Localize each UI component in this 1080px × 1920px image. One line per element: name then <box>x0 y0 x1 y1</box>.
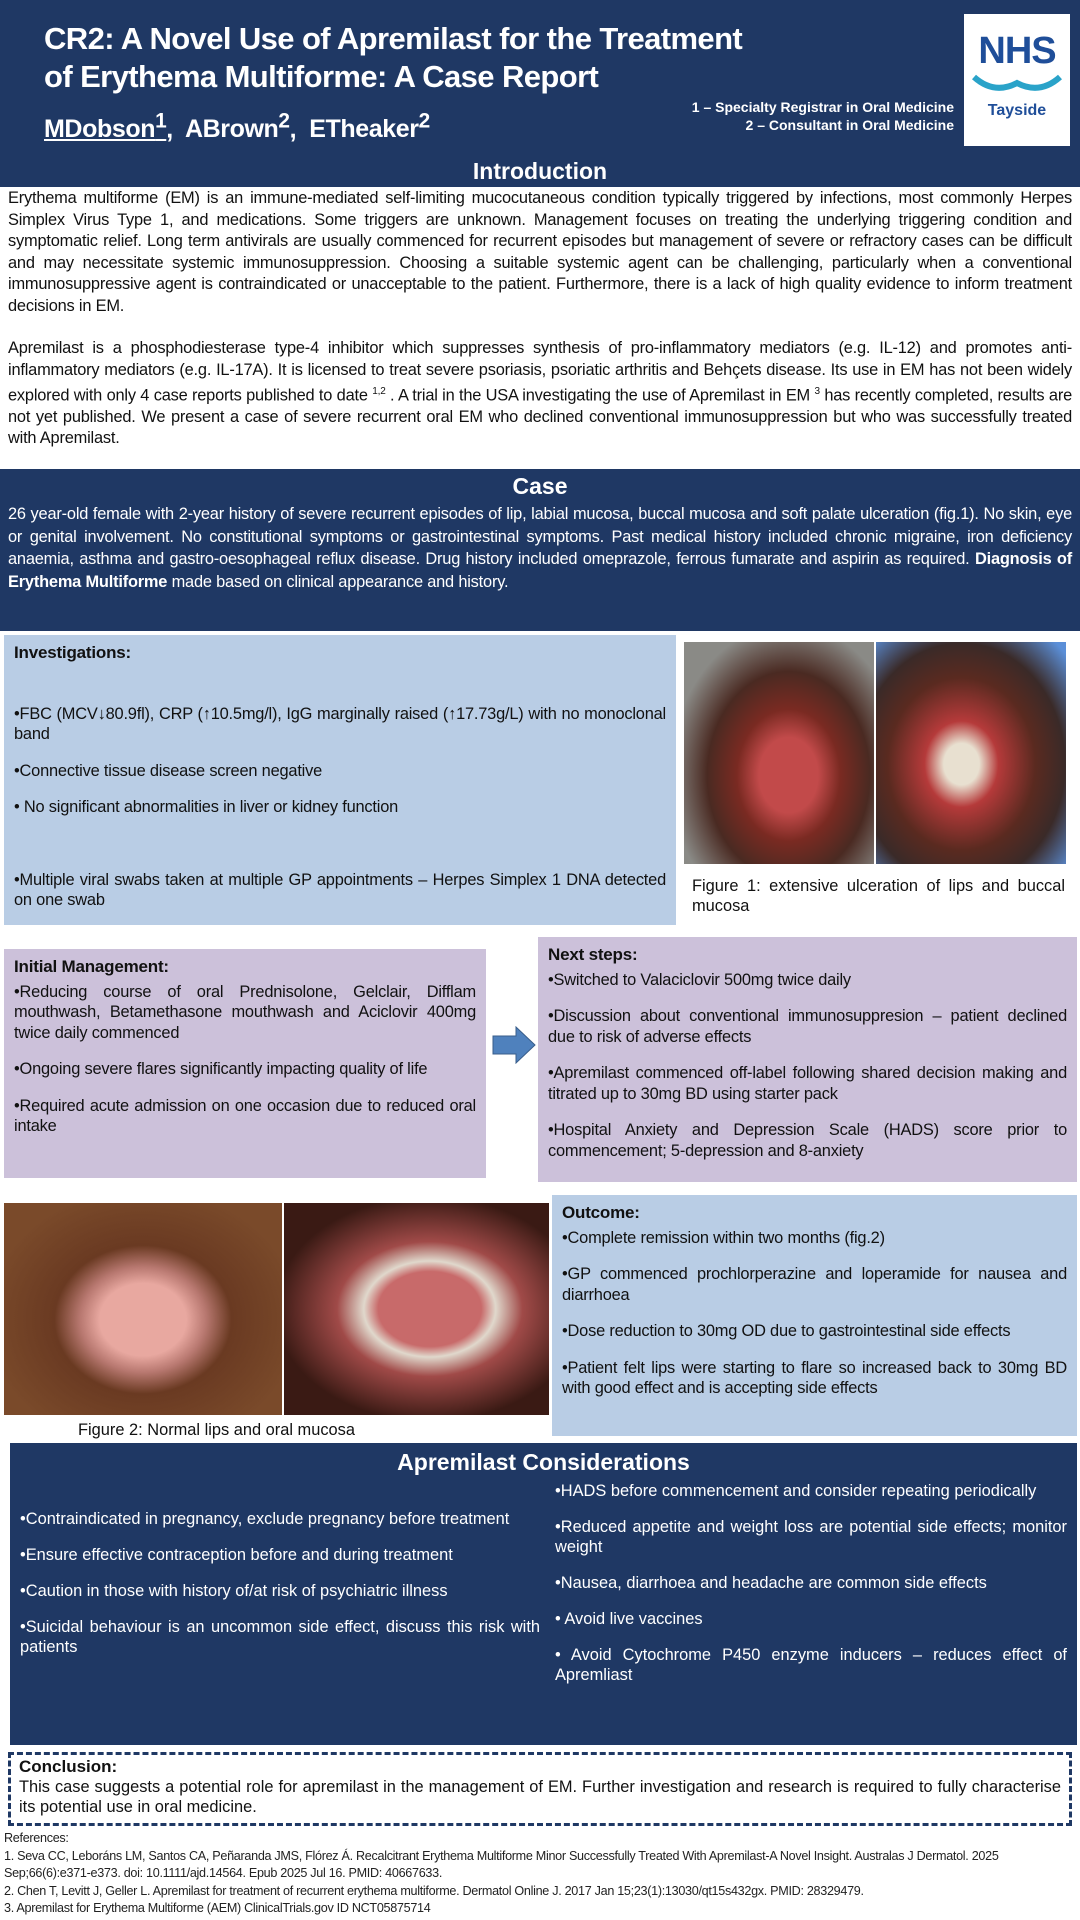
considerations-right-list <box>555 1481 1067 1701</box>
investigations-box <box>4 635 676 925</box>
logo-tayside-text: Tayside <box>987 102 1047 119</box>
author-2: ABrown$^2$ <box>184 110 290 144</box>
initial-management-heading: Initial Management: <box>14 957 169 976</box>
figure-2-caption: Figure 2: Normal lips and oral mucosa <box>78 1421 355 1439</box>
list-item: •Apremilast commenced off-label following shared decision making and titrated up to 30mg BD using starter pack <box>548 1064 1067 1103</box>
photo-normal-lips <box>4 1203 282 1415</box>
case-section <box>0 469 1080 631</box>
photo-normal-oral-mucosa <box>284 1203 549 1415</box>
photo-ulcerated-lips-left <box>684 642 874 864</box>
investigations-heading: Investigations: <box>14 643 131 662</box>
list-item: •Switched to Valaciclovir 500mg twice daily <box>548 970 851 989</box>
outcome-heading: Outcome: <box>562 1203 640 1222</box>
next-steps-box <box>538 937 1077 1182</box>
conclusion-box <box>8 1752 1072 1826</box>
affiliations <box>692 98 954 134</box>
list-item: •GP commenced prochlorperazine and loperamide for nausea and diarrhoea <box>562 1265 1067 1304</box>
reference-item: 1. Seva CC, Leboráns LM, Santos CA, Peñaranda JMS, Flórez Á. Recalcitrant Erythema Multiforme Minor Successfully Treated With Apremilast-A Novel Insight. Australas J Dermatol. 2025 Sep;66(6):e371-e373. doi: 10.1111/ajd.14564. Epub 2025 Jul 16. PMID: 40667633. <box>4 1848 999 1880</box>
list-item: • Avoid live vaccines <box>555 1610 703 1628</box>
figure-2-photo <box>4 1203 549 1415</box>
references-heading: References: <box>4 1831 69 1845</box>
list-item: •Hospital Anxiety and Depression Scale (HADS) score prior to commencement; 5-depression and 8-anxiety <box>548 1121 1067 1160</box>
figure-1-photo <box>684 642 1066 864</box>
list-item: •FBC (MCV↓80.9fl), CRP (↑10.5mg/l), IgG marginally raised (↑17.73g/L) with no monoclonal band <box>14 704 666 743</box>
title-line-2: of Erythema Multiforme: A Case Report <box>44 59 599 94</box>
wave-icon <box>972 73 1062 95</box>
list-item: •Required acute admission on one occasion due to reduced oral intake <box>14 1096 476 1135</box>
reference-item: 3. Apremilast for Erythema Multiforme (AEM) ClinicalTrials.gov ID NCT05875714 <box>4 1901 431 1915</box>
list-item: •Contraindicated in pregnancy, exclude pregnancy before treatment <box>20 1510 510 1528</box>
conclusion-text: This case suggests a potential role for apremilast in the management of EM. Further investigation and research is required to fully characterise its potential use in oral medicine. <box>19 1778 1061 1816</box>
next-steps-heading: Next steps: <box>548 945 638 964</box>
references <box>4 1830 1080 1918</box>
affiliation-2: 2 – Consultant in Oral Medicine <box>745 117 954 133</box>
author-3: ETheaker$^2$ <box>309 110 430 144</box>
list-item: •Discussion about conventional immunosuppresion – patient declined due to risk of adverse effects <box>548 1007 1067 1046</box>
considerations-heading: Apremilast Considerations <box>397 1449 690 1475</box>
list-item: •Connective tissue disease screen negative <box>14 761 323 780</box>
list-item: •Dose reduction to 30mg OD due to gastrointestinal side effects <box>562 1322 1011 1340</box>
list-item: •Multiple viral swabs taken at multiple GP appointments – Herpes Simplex 1 DNA detected on one swab <box>14 870 666 909</box>
photo-ulcerated-lips-right <box>876 642 1066 864</box>
poster-title <box>44 20 742 96</box>
arrow-right-icon <box>492 1026 536 1064</box>
logo-nhs-text: NHS <box>978 30 1056 72</box>
outcome-box <box>552 1195 1077 1436</box>
considerations-left-list <box>20 1509 540 1673</box>
list-item: •HADS before commencement and consider repeating periodically <box>555 1482 1037 1500</box>
title-line-1: CR2: A Novel Use of Apremilast for the Treatment <box>44 21 743 56</box>
list-item: • Avoid Cytochrome P450 enzyme inducers – reduces effect of Apremliast <box>555 1646 1067 1684</box>
list-item: •Reduced appetite and weight loss are potential side effects; monitor weight <box>555 1518 1067 1556</box>
conclusion-heading: Conclusion: <box>19 1757 118 1776</box>
list-item: • No significant abnormalities in liver or kidney function <box>14 798 399 816</box>
case-heading: Case <box>512 473 568 499</box>
author-1: MDobson$^1$ <box>44 110 167 144</box>
nhs-tayside-logo <box>964 14 1070 146</box>
intro-paragraph-2: Apremilast is a phosphodiesterase type-4 inhibitor which suppresses synthesis of pro-inflammatory mediators (e.g. IL-12) and promotes anti-inflammatory mediators (e.g. IL-17A). It is licensed to treat severe psoriasis, psoriatic arthritis and Behçets disease. Its use in EM has not been widely explored with only 4 case reports published to date $^{1,2}$ . A trial in the USA investigating the use of Apremilast in EM $^3$ has recently completed, results are not yet published. We present a case of severe recurrent oral EM who declined conventional immunosuppression but who was successfully treated with Apremilast. <box>8 339 1072 448</box>
intro-paragraph-1: Erythema multiforme (EM) is an immune-mediated self-limiting mucocutaneous condition typically triggered by infections, most commonly Herpes Simplex Virus Type 1, and medications. Some triggers are unknown. Management focuses on treating the underlying triggering condition and symptomatic relief. Long term antivirals are usually commenced for recurrent episodes but management of severe or refractory cases can be difficult and may necessitate systemic immunosuppression. Choosing a suitable systemic agent can be challenging, particularly when a conventional immunosuppressive agent is contraindicated or unacceptable to the patient. Furthermore, there is a lack of high quality evidence to inform treatment decisions in EM. <box>8 189 1072 315</box>
authors: MDobson$^1$, ABrown$^2$, ETheaker$^2$ <box>44 110 430 144</box>
affiliation-1: 1 – Specialty Registrar in Oral Medicine <box>691 99 954 115</box>
list-item: •Nausea, diarrhoea and headache are common side effects <box>555 1574 987 1592</box>
list-item: •Ensure effective contraception before and during treatment <box>20 1546 453 1564</box>
list-item: •Ongoing severe flares significantly impacting quality of life <box>14 1060 428 1078</box>
figure-1-caption: Figure 1: extensive ulceration of lips and buccal mucosa <box>692 877 1065 915</box>
list-item: •Suicidal behaviour is an uncommon side effect, discuss this risk with patients <box>20 1618 540 1656</box>
list-item: •Complete remission within two months (fig.2) <box>562 1228 885 1247</box>
introduction-section <box>8 188 1072 450</box>
list-item: •Reducing course of oral Prednisolone, Gelclair, Difflam mouthwash, Betamethasone mouthwash and Aciclovir 400mg twice daily commenced <box>14 982 476 1042</box>
case-text: 26 year-old female with 2-year history of severe recurrent episodes of lip, labial mucosa, buccal mucosa and soft palate ulceration (fig.1). No skin, eye or genital involvement. No constitutional symptoms or gastrointestinal symptoms. Past medical history included chronic migraine, iron deficiency anaemia, asthma and gastro-oesophageal reflux disease. Drug history included omeprazole, ferrous fumarate and aspirin as required. Diagnosis of Erythema Multiforme made based on clinical appearance and history. <box>8 505 1073 591</box>
introduction-heading: Introduction <box>0 156 1080 187</box>
reference-item: 2. Chen T, Levitt J, Geller L. Apremilast for treatment of recurrent erythema multiforme. Dermatol Online J. 2017 Jan 15;23(1):13030/qt15s432gx. PMID: 28329479. <box>4 1883 864 1898</box>
considerations-box <box>10 1443 1077 1745</box>
list-item: •Caution in those with history of/at risk of psychiatric illness <box>20 1582 448 1600</box>
list-item: •Patient felt lips were starting to flare so increased back to 30mg BD with good effect and is accepting side effects <box>562 1358 1067 1397</box>
initial-management-box <box>4 949 486 1178</box>
